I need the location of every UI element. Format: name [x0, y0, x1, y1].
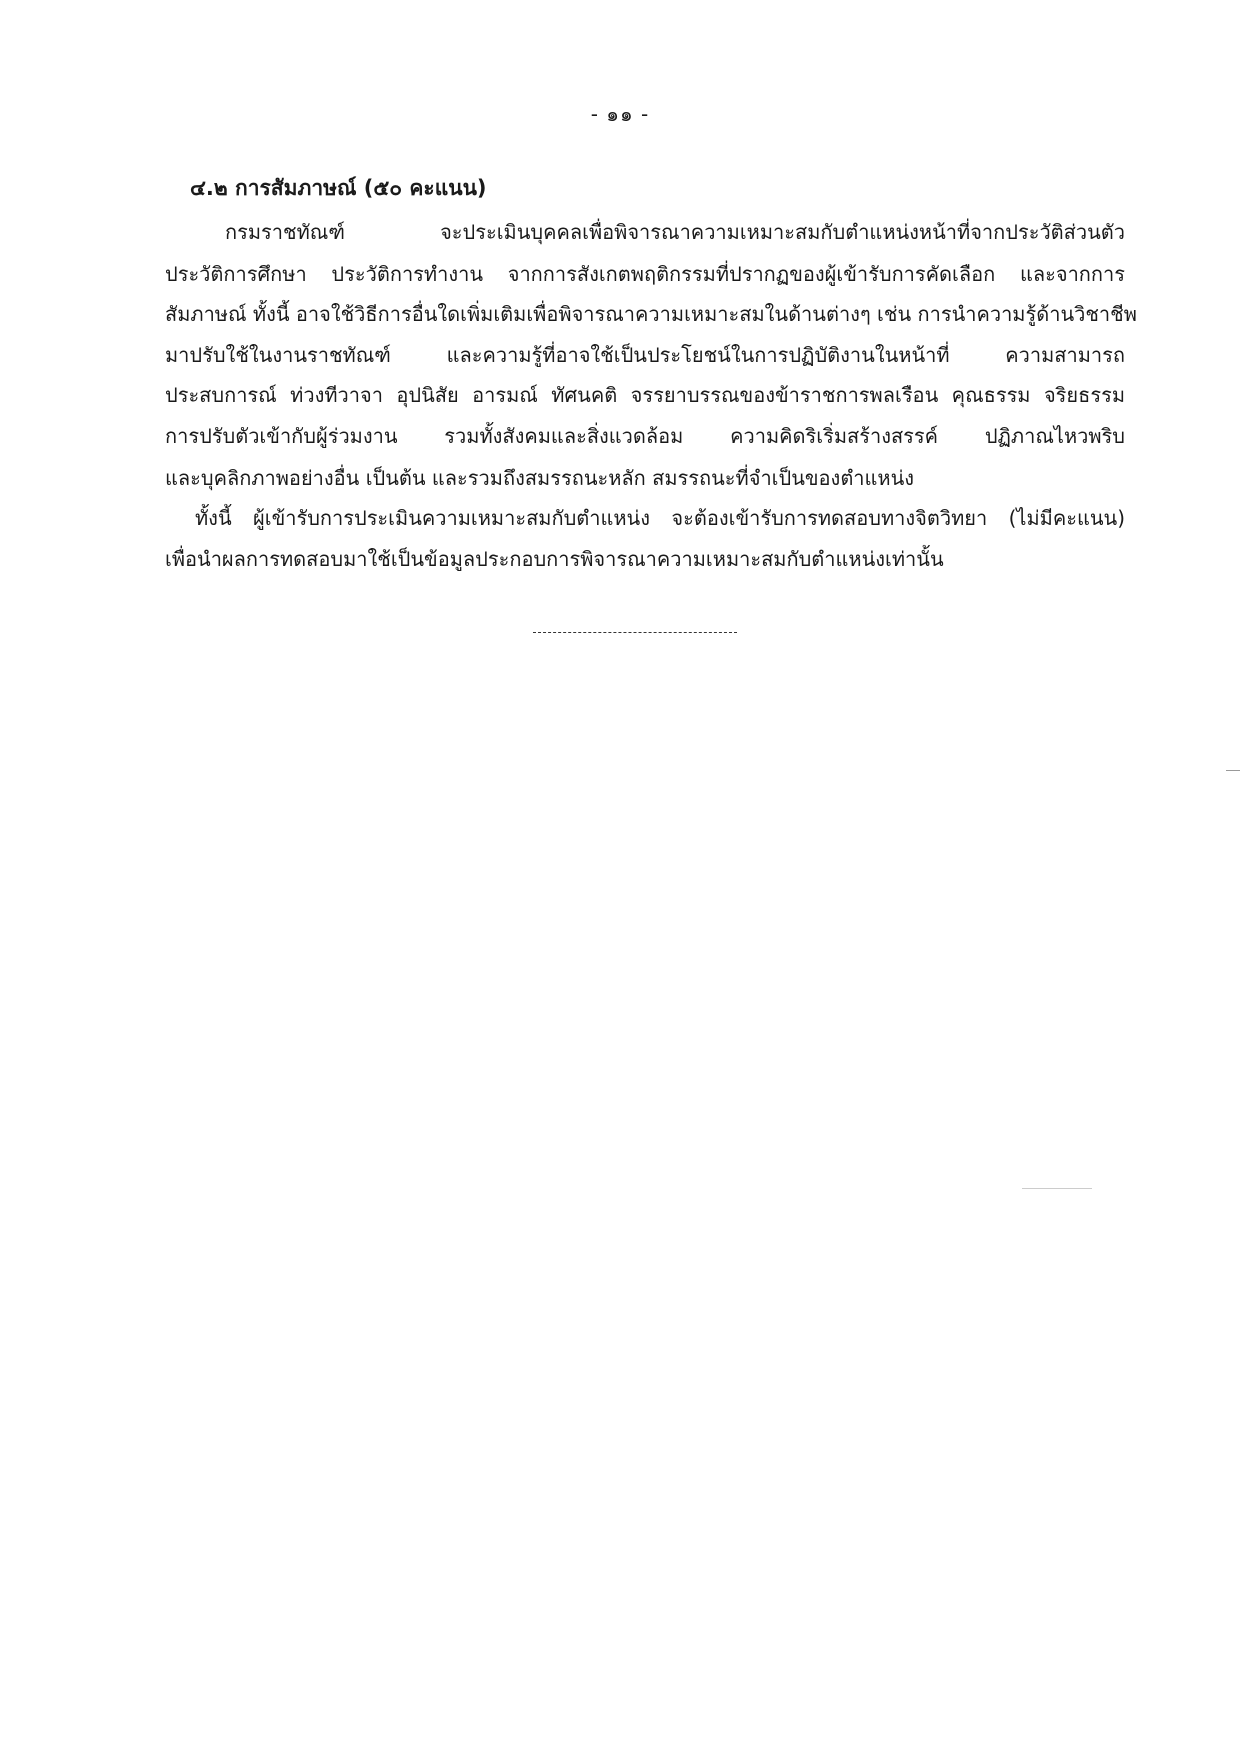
paragraph-line: กรมราชทัณฑ์ จะประเมินบุคคลเพื่อพิจารณาความเหมาะสมกับตำแหน่งหน้าที่จากประวัติส่วนตัว	[225, 220, 1125, 244]
paragraph-line: มาปรับใช้ในงานราชทัณฑ์ และความรู้ที่อาจใช้เป็นประโยชน์ในการปฏิบัติงานในหน้าที่ ความสามารถ	[165, 343, 1125, 367]
paragraph-line: การปรับตัวเข้ากับผู้ร่วมงาน รวมทั้งสังคมและสิ่งแวดล้อม ความคิดริเริ่มสร้างสรรค์ ปฏิภาณไหวพริบ	[165, 424, 1125, 448]
section-heading: ๔.๒ การสัมภาษณ์ (๕๐ คะแนน)	[190, 176, 487, 200]
paragraph-line: ประวัติการศึกษา ประวัติการทำงาน จากการสังเกตพฤติกรรมที่ปรากฏของผู้เข้ารับการคัดเลือก และจากการ	[165, 262, 1125, 286]
scan-mark	[1022, 1188, 1092, 1189]
paragraph-line: และบุคลิกภาพอย่างอื่น เป็นต้น และรวมถึงสมรรถนะหลัก สมรรถนะที่จำเป็นของตำแหน่ง	[165, 466, 915, 490]
paragraph-line: ประสบการณ์ ท่วงทีวาจา อุปนิสัย อารมณ์ ทัศนคติ จรรยาบรรณของข้าราชการพลเรือน คุณธรรม จริยธรรม	[165, 383, 1125, 407]
end-of-document-rule	[533, 632, 737, 633]
paragraph-line: ทั้งนี้ ผู้เข้ารับการประเมินความเหมาะสมกับตำแหน่ง จะต้องเข้ารับการทดสอบทางจิตวิทยา (ไม่มีคะแนน)	[195, 506, 1125, 530]
paragraph-line: เพื่อนำผลการทดสอบมาใช้เป็นข้อมูลประกอบการพิจารณาความเหมาะสมกับตำแหน่งเท่านั้น	[165, 547, 944, 571]
paragraph-line: สัมภาษณ์ ทั้งนี้ อาจใช้วิธีการอื่นใดเพิ่มเติมเพื่อพิจารณาความเหมาะสมในด้านต่างๆ เช่น การนำความรู้ด้านวิชาชีพ	[165, 302, 1137, 326]
page-number: - ๑๑ -	[590, 102, 650, 126]
scan-mark	[1226, 770, 1240, 771]
